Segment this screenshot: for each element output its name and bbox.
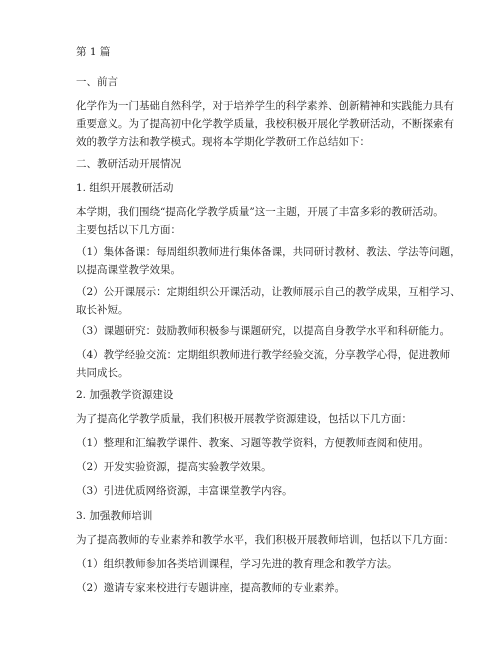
list-item: （2）开发实验资源，提高实验教学效果。: [76, 461, 272, 473]
list-item: （4）教学经验交流：定期组织教师进行教学经验交流，分享教学心得，促进教师 共同成长。: [76, 349, 451, 379]
intro-paragraph: 化学作为一门基础自然科学，对于培养学生的科学素养、创新精神和实践能力具有 重要意义。为了提高初中化学教学质量，我校积极开展化学教研活动，不断探索有 效的教学方法和教学模式。现将本学期化学教研工作总结如下：: [76, 100, 454, 148]
sub2-paragraph: 为了提高化学教学质量，我们积极开展教学资源建设，包括以下几方面：: [76, 413, 412, 425]
part-label: 第 1 篇: [76, 46, 111, 58]
list-item: （1）整理和汇编教学课件、教案、习题等教学资料，方便教师查阅和使用。: [76, 437, 430, 449]
list-item: （1）组织教师参加各类培训课程，学习先进的教育理念和教学方法。: [76, 558, 398, 570]
heading-sub-1: 1. 组织开展教研活动: [76, 182, 174, 194]
sub1-paragraph: 本学期，我们围绕“提高化学教学质量”这一主题，开展了丰富多彩的教研活动。 主要包括以下几方面：: [76, 206, 444, 236]
heading-section-2: 二、教研活动开展情况: [76, 158, 181, 170]
list-item: （2）邀请专家来校进行专题讲座，提高教师的专业素养。: [76, 582, 346, 594]
heading-intro: 一、前言: [76, 76, 118, 88]
heading-sub-2: 2. 加强教学资源建设: [76, 389, 174, 401]
list-item: （3）引进优质网络资源，丰富课堂教学内容。: [76, 485, 293, 497]
list-item: （3）课题研究：鼓励教师积极参与课题研究，以提高自身教学水平和科研能力。: [76, 325, 451, 337]
sub3-paragraph: 为了提高教师的专业素养和教学水平，我们积极开展教师培训，包括以下几方面：: [76, 534, 454, 546]
heading-sub-3: 3. 加强教师培训: [76, 510, 153, 522]
list-item: （2）公开课展示：定期组织公开课活动，让教师展示自己的教学成果，互相学习、 取长补短。: [76, 286, 461, 316]
list-item: （1）集体备课：每周组织教师进行集体备课，共同研讨教材、教法、学法等问题， 以提高课堂教学效果。: [76, 246, 461, 276]
